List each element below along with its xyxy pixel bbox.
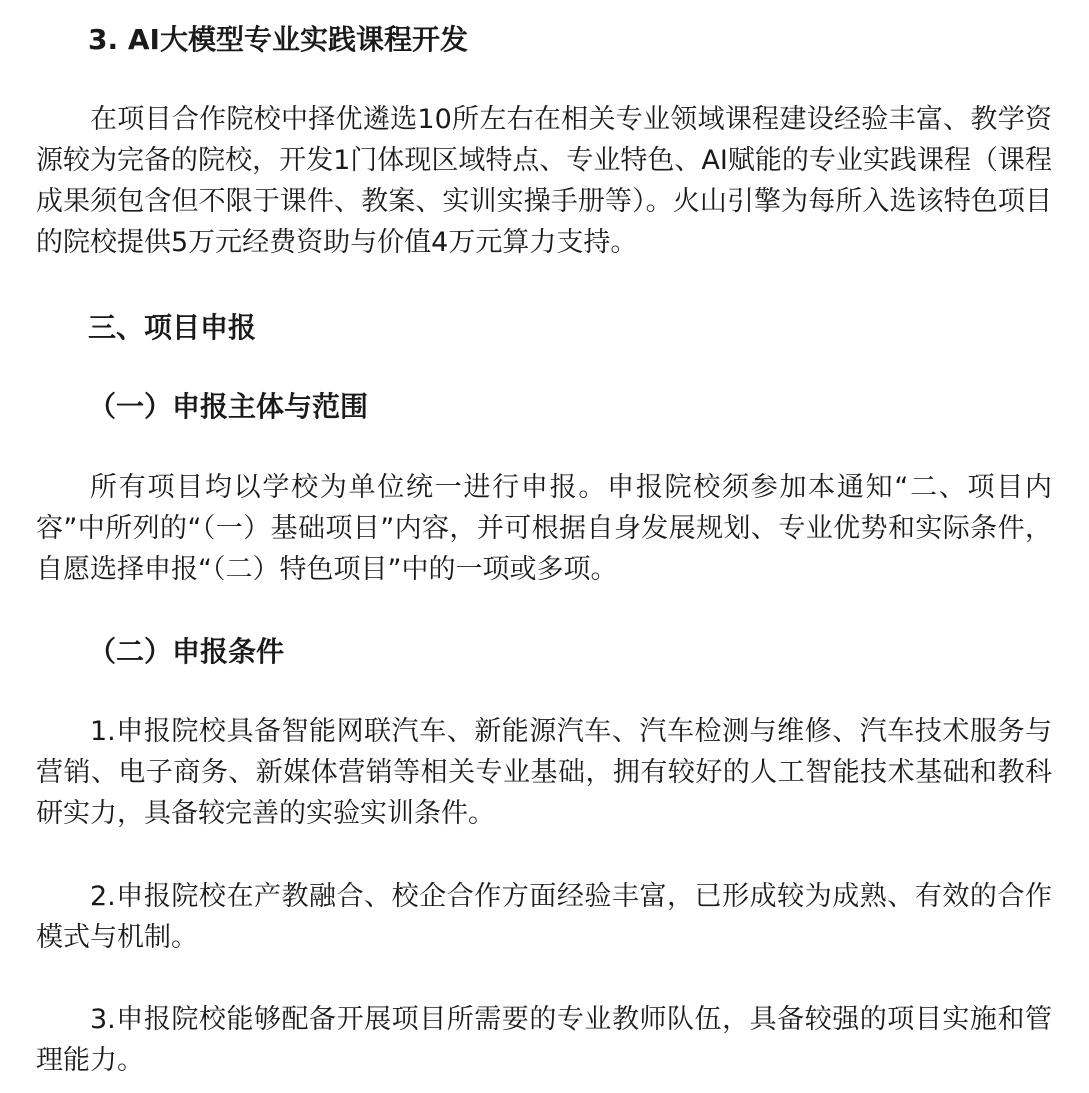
paragraph-ai-course: 在项目合作院校中择优遴选10所左右在相关专业领域课程建设经验丰富、教学资源较为完备的院校，开发1门体现区域特点、专业特色、AI赋能的专业实践课程（课程成果须包含但不限于课件、教案、实训实操手册等）。火山引擎为每所入选该特色项目的院校提供5万元经费资助与价值4万元算力支持。: [36, 104, 1052, 258]
paragraph-condition-1: 1.申报院校具备智能网联汽车、新能源汽车、汽车检测与维修、汽车技术服务与营销、电子商务、新媒体营销等相关专业基础，拥有较好的人工智能技术基础和教科研实力，具备较完善的实验实训条件。: [36, 716, 1052, 829]
section-heading-ai-course: 3. AI大模型专业实践课程开发: [88, 23, 468, 56]
paragraph-condition-3: 3.申报院校能够配备开展项目所需要的专业教师队伍，具备较强的项目实施和管理能力。: [36, 1004, 1052, 1076]
section-heading-application: 三、项目申报: [88, 311, 257, 344]
paragraph-scope: 所有项目均以学校为单位统一进行申报。申报院校须参加本通知“二、项目内容”中所列的“（一）基础项目”内容，并可根据自身发展规划、专业优势和实际条件，自愿选择申报“（二）特色项目”中的一项或多项。: [36, 472, 1052, 585]
paragraph-condition-2: 2.申报院校在产教融合、校企合作方面经验丰富，已形成较为成熟、有效的合作模式与机制。: [36, 881, 1052, 953]
subsection-heading-scope: （一）申报主体与范围: [88, 390, 369, 423]
subsection-heading-conditions: （二）申报条件: [88, 635, 285, 668]
